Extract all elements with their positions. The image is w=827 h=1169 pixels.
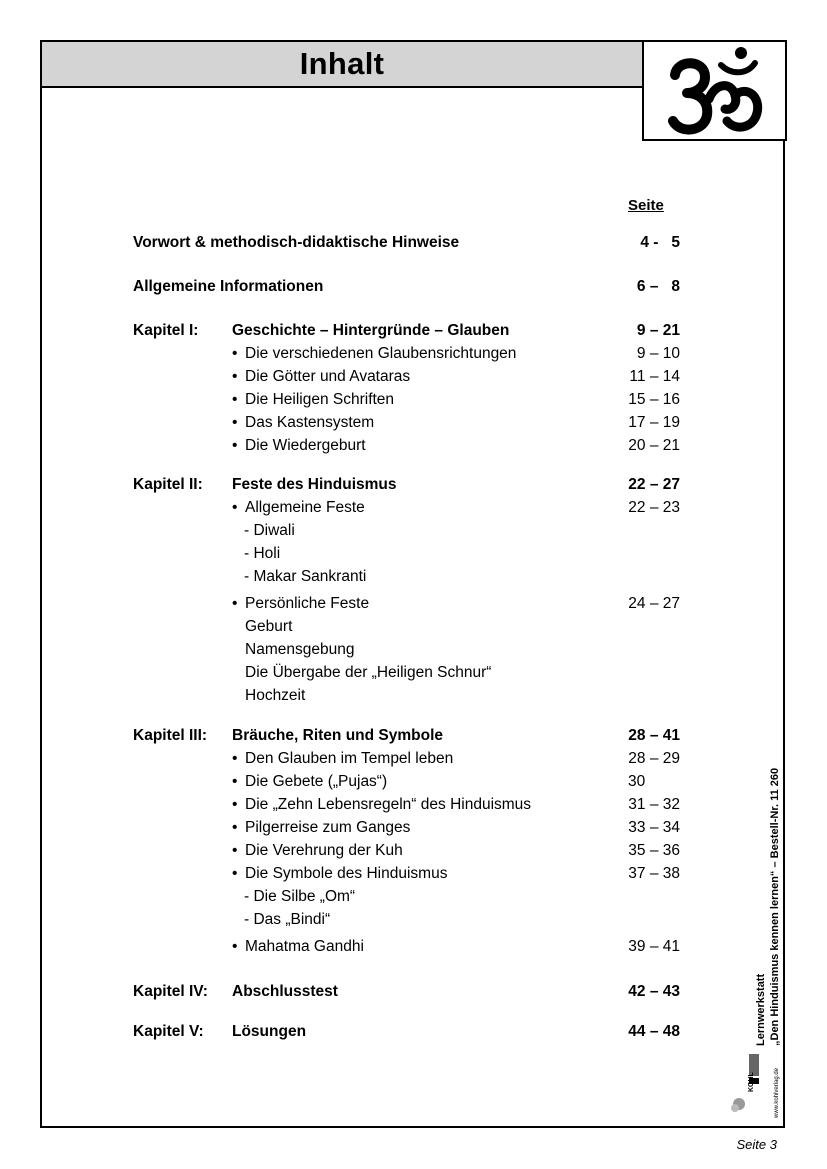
- side-imprint-line2: „Den Hinduismus kennen lernen“ – Bestell-Nr. 11 260: [769, 767, 781, 1046]
- chapter-label: Kapitel II:: [133, 476, 203, 493]
- entry-title: Feste des Hinduismus: [232, 476, 397, 493]
- entry-title: Die Gebete („Pujas“): [245, 773, 388, 790]
- publisher-url: www.kohlverlag.de: [774, 1067, 780, 1118]
- entry-title: - Holi: [244, 545, 281, 562]
- entry-title: Allgemeine Informationen: [133, 278, 324, 295]
- entry-title: Die Symbole des Hinduismus: [245, 865, 448, 882]
- entry-title: Das Kastensystem: [245, 414, 375, 431]
- entry-pages: 22 – 23: [628, 499, 680, 516]
- entry-pages: 35 – 36: [628, 842, 680, 859]
- entry-title: Geburt: [245, 618, 293, 635]
- bullet-icon: •: [232, 773, 238, 790]
- entry-title: Allgemeine Feste: [245, 499, 365, 516]
- toc-entry: [0, 344, 827, 364]
- toc-entry: [0, 277, 827, 297]
- bullet-icon: •: [232, 819, 238, 836]
- publisher-name: KOHL: [748, 1072, 755, 1092]
- bullet-icon: •: [232, 368, 238, 385]
- entry-title: - Makar Sankranti: [244, 568, 367, 585]
- toc-entry: [0, 686, 827, 706]
- page-title: Inhalt: [299, 46, 385, 81]
- toc-entry: [0, 640, 827, 660]
- bullet-icon: •: [232, 499, 238, 516]
- entry-title: Lösungen: [232, 1023, 307, 1040]
- entry-pages: 24 – 27: [628, 595, 680, 612]
- entry-pages: 33 – 34: [628, 819, 680, 836]
- chapter-label: Kapitel I:: [133, 322, 199, 339]
- entry-title: Pilgerreise zum Ganges: [245, 819, 411, 836]
- entry-title: - Das „Bindi“: [244, 911, 331, 928]
- entry-title: Die Verehrung der Kuh: [245, 842, 403, 859]
- entry-pages: 15 – 16: [628, 391, 680, 408]
- entry-title: Die Übergabe der „Heiligen Schnur“: [245, 664, 492, 681]
- entry-title: Hochzeit: [245, 687, 306, 704]
- chapter-label: Kapitel IV:: [133, 983, 208, 1000]
- entry-title: Mahatma Gandhi: [245, 938, 364, 955]
- toc-entry: [0, 567, 827, 587]
- toc-entry: [0, 726, 827, 746]
- toc-entry: [0, 413, 827, 433]
- entry-pages: 4 - 5: [640, 234, 680, 251]
- bullet-icon: •: [232, 938, 238, 955]
- entry-title: - Die Silbe „Om“: [244, 888, 356, 905]
- toc-entry: [0, 663, 827, 683]
- entry-pages: 6 – 8: [636, 278, 680, 295]
- toc-entry: [0, 498, 827, 518]
- entry-title: Die verschiedenen Glaubensrichtungen: [245, 345, 517, 362]
- toc-entry: [0, 749, 827, 769]
- bullet-icon: •: [232, 391, 238, 408]
- toc-entry: [0, 436, 827, 456]
- entry-pages: 39 – 41: [628, 938, 680, 955]
- toc-entry: [0, 367, 827, 387]
- toc-entry: [0, 937, 827, 957]
- entry-title: Abschlusstest: [232, 983, 338, 1000]
- entry-pages: 22 – 27: [628, 476, 680, 493]
- toc-entry: [0, 233, 827, 253]
- toc-entry: [0, 772, 827, 792]
- toc-entry: [0, 544, 827, 564]
- side-imprint: [754, 768, 782, 1046]
- entry-pages: 17 – 19: [628, 414, 680, 431]
- bullet-icon: •: [232, 796, 238, 813]
- entry-pages: 30: [628, 773, 646, 790]
- toc-entry: [0, 521, 827, 541]
- toc-entry: [0, 594, 827, 614]
- entry-pages: 20 – 21: [628, 437, 680, 454]
- entry-title: Geschichte – Hintergründe – Glauben: [232, 322, 510, 339]
- entry-pages: 37 – 38: [628, 865, 680, 882]
- bullet-icon: •: [232, 437, 238, 454]
- page-number: Seite 3: [736, 1137, 777, 1152]
- toc-entry: [0, 795, 827, 815]
- entry-title: Namensgebung: [245, 641, 355, 658]
- entry-title: Vorwort & methodisch-didaktische Hinweise: [133, 234, 460, 251]
- entry-title: Bräuche, Riten und Symbole: [232, 727, 444, 744]
- bullet-icon: •: [232, 842, 238, 859]
- toc-entry: [0, 321, 827, 341]
- bullet-icon: •: [232, 414, 238, 431]
- toc-entry: [0, 982, 827, 1002]
- toc-entry: [0, 864, 827, 884]
- toc-entry: [0, 1022, 827, 1042]
- entry-title: Die Wiedergeburt: [245, 437, 366, 454]
- toc-entry: [0, 475, 827, 495]
- toc-entry: [0, 390, 827, 410]
- entry-pages: 28 – 29: [628, 750, 680, 767]
- entry-pages: 11 – 14: [629, 368, 680, 385]
- toc-entry: [0, 887, 827, 907]
- toc-entry: [0, 617, 827, 637]
- bullet-icon: •: [232, 865, 238, 882]
- entry-pages: 44 – 48: [628, 1023, 680, 1040]
- side-imprint-line1: Lernwerkstatt: [755, 973, 767, 1046]
- entry-title: Die Heiligen Schriften: [245, 391, 395, 408]
- entry-pages: 31 – 32: [628, 796, 680, 813]
- entry-pages: 28 – 41: [628, 727, 680, 744]
- entry-title: - Diwali: [244, 522, 295, 539]
- entry-title: Die „Zehn Lebensregeln“ des Hinduismus: [245, 796, 532, 813]
- chapter-label: Kapitel III:: [133, 727, 208, 744]
- chapter-label: Kapitel V:: [133, 1023, 204, 1040]
- entry-title: Die Götter und Avataras: [245, 368, 411, 385]
- toc-entry: [0, 841, 827, 861]
- bullet-icon: •: [232, 750, 238, 767]
- entry-pages: 9 – 21: [636, 322, 680, 339]
- entry-title: Persönliche Feste: [245, 595, 370, 612]
- toc-entry: [0, 818, 827, 838]
- toc-entry: [0, 910, 827, 930]
- entry-title: Den Glauben im Tempel leben: [245, 750, 454, 767]
- bullet-icon: •: [232, 345, 238, 362]
- entry-pages: 42 – 43: [628, 983, 680, 1000]
- bullet-icon: •: [232, 595, 238, 612]
- entry-pages: 9 – 10: [636, 345, 680, 362]
- seite-header: Seite: [628, 197, 664, 214]
